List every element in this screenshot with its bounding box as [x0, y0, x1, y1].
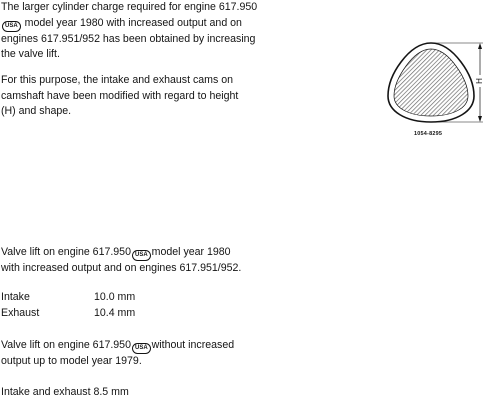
intro-line-4: the valve lift. [1, 48, 60, 60]
purpose-line-2: camshaft have been modified with regard to height [1, 89, 239, 102]
purpose-line-1: For this purpose, the intake and exhaust cams on [1, 74, 234, 86]
table-row [1, 290, 135, 306]
final-line-1: Intake and exhaust 8.5 mm [1, 386, 129, 398]
dimension-h-label: H [475, 78, 485, 84]
intro-line-2-text: model year 1980 with increased output and on [24, 16, 242, 29]
intro-line-3: engines 617.951/952 has been obtained by increasing [1, 32, 256, 45]
cam-lobe-shape [388, 43, 474, 122]
purpose-paragraph [1, 73, 238, 120]
lift-1979-line-1 [1, 338, 234, 354]
lift-1980-line-1 [1, 245, 241, 261]
intro-paragraph [1, 0, 257, 63]
lift-1980-paragraph [1, 245, 241, 277]
usa-badge: USA [132, 343, 151, 354]
usa-badge: USA [132, 250, 151, 261]
spec-value: 10.4 mm [94, 307, 136, 319]
lift-1980-line-2: with increased output and on engines 617.951/952. [1, 262, 242, 274]
spec-value: 10.0 mm [94, 291, 136, 303]
cam-profile-figure [385, 36, 490, 124]
figure-code: 1054-8295 [414, 131, 443, 137]
spec-label: Intake [1, 291, 30, 303]
table-row [1, 306, 135, 322]
spec-label: Exhaust [1, 307, 40, 319]
intro-line-1: The larger cylinder charge required for engine 617.950 [1, 1, 258, 13]
lift-1979-line-1-a: Valve lift on engine 617.950 [1, 339, 131, 351]
lift-1980-line-1-b: model year 1980 [151, 246, 231, 258]
valve-lift-table [1, 290, 135, 322]
lift-1979-line-1-b: without increased [151, 339, 235, 351]
intro-line-2 [1, 16, 257, 32]
lift-1980-line-1-a: Valve lift on engine 617.950 [1, 246, 131, 258]
lift-1979-line-2: output up to model year 1979. [1, 355, 142, 367]
purpose-line-3: (H) and shape. [1, 105, 72, 117]
final-paragraph [1, 385, 129, 401]
usa-badge: USA [2, 21, 21, 32]
lift-1979-paragraph [1, 338, 234, 370]
